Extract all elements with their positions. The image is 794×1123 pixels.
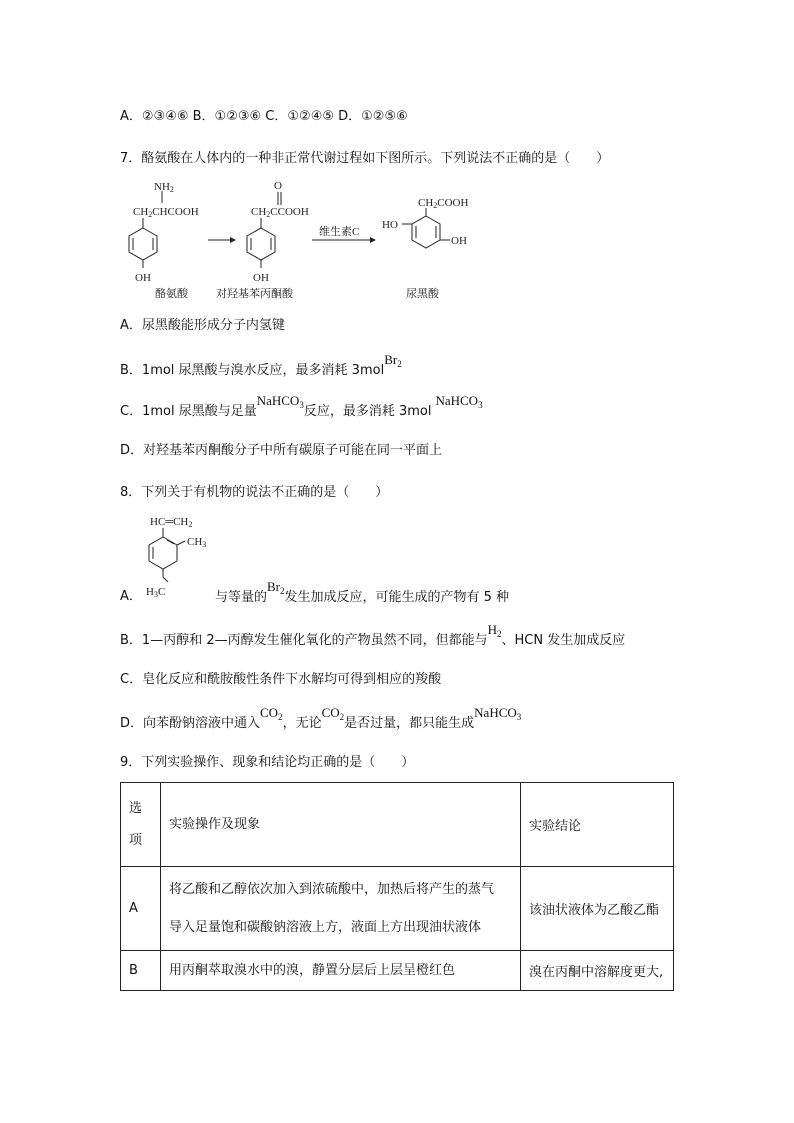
m1-nh2: NH2: [154, 181, 174, 194]
q8-bottom-methyl: H3C: [146, 586, 166, 599]
q8-structure: [140, 513, 220, 603]
header-option: 选 项: [121, 783, 161, 867]
header-operation: 实验操作及现象: [161, 783, 521, 867]
m2-name: 对羟基苯丙酮酸: [216, 288, 293, 300]
table-row: [121, 867, 674, 951]
q9-stem: 9．下列实验操作、现象和结论均正确的是（ ）: [120, 755, 415, 770]
table-row: [121, 951, 674, 991]
q8-option-a-label: A．: [120, 589, 142, 604]
m1-oh: OH: [135, 272, 151, 284]
row-conclusion: 该油状液体为乙酸乙酯: [521, 867, 674, 951]
q7-option-b: [120, 352, 402, 382]
q7-reaction-scheme: [120, 178, 500, 303]
header-conclusion: 实验结论: [521, 783, 674, 867]
q8-option-c: C．皂化反应和酰胺酸性条件下水解均可得到相应的羧酸: [120, 672, 442, 687]
q7-option-c: [120, 393, 483, 423]
formula-h2: $H_2$: [487, 622, 502, 639]
q8-a-text: 与等量的: [215, 590, 268, 605]
row-option: B: [121, 951, 161, 991]
arrow-head-1: [230, 237, 236, 243]
formula-co2: $CO_2$: [321, 705, 345, 722]
formula-br2: $Br_2$: [384, 352, 402, 369]
q7-stem: 7．酪氨酸在人体内的一种非正常代谢过程如下图所示。下列说法不正确的是（ ）: [120, 151, 610, 166]
q8-d-text: D．向苯酚钠溶液中通入: [120, 716, 261, 731]
q8-methyl: CH3: [187, 536, 207, 549]
m3-ho: HO: [382, 219, 398, 231]
formula-nahco3: NaHCO$_3$: [474, 705, 522, 722]
arrow-head-2: [370, 237, 376, 243]
reagent-label: 维生素C: [319, 226, 360, 238]
m3-oh: OH: [451, 235, 467, 247]
formula-nahco3: NaHCO$_3$: [256, 393, 304, 410]
q7-c-text-2: 反应，最多消耗 3mol: [303, 404, 432, 419]
m1-name: 酪氨酸: [155, 288, 188, 300]
formula-nahco3: NaHCO$_3$: [435, 393, 483, 410]
q6-options: A．②③④⑥ B．①②③⑥ C．①②④⑤ D．①②⑤⑥: [120, 109, 408, 124]
table-header-row: [121, 783, 674, 867]
q8-d-text-3: 是否过量，都只能生成: [344, 716, 475, 731]
q7-b-text: B．1mol 尿黑酸与溴水反应，最多消耗 3mol: [120, 363, 385, 378]
q7-option-d: D．对羟基苯丙酮酸分子中所有碳原子可能在同一平面上: [120, 443, 443, 458]
m2-oh: OH: [253, 272, 269, 284]
q8-option-a: [215, 579, 510, 609]
q8-b-text: B．1—丙醇和 2—丙醇发生催化氧化的产物虽然不同，但都能与: [120, 633, 488, 648]
m3-side-chain: CH2COOH: [418, 197, 469, 210]
q8-option-b: [120, 622, 626, 652]
formula-br2: $Br_2$: [267, 579, 285, 596]
row-option: A: [121, 867, 161, 951]
q8-b-text-2: 、HCN 发生加成反应: [501, 633, 626, 648]
m2-o: O: [274, 180, 282, 192]
q8-stem: 8．下列关于有机物的说法不正确的是（ ）: [120, 485, 389, 500]
m3-name: 尿黑酸: [406, 288, 439, 300]
m1-side-chain: CH2CHCOOH: [133, 206, 199, 219]
formula-co2: $CO_2$: [260, 705, 283, 722]
row-operation: 将乙酸和乙醇依次加入到浓硫酸中，加热后将产生的蒸气 导入足量饱和碳酸钠溶液上方，液面上方出现油状液体: [161, 867, 521, 951]
m2-side-chain: CH2CCOOH: [251, 206, 309, 219]
q7-option-a: A．尿黑酸能形成分子内氢键: [120, 318, 285, 333]
experiment-table: [120, 782, 674, 991]
q7-c-text: C．1mol 尿黑酸与足量: [120, 404, 257, 419]
q8-a-text-2: 发生加成反应，可能生成的产物有 5 种: [284, 590, 510, 605]
q8-d-text-2: ，无论: [282, 716, 322, 731]
q8-option-d: [120, 705, 522, 735]
row-operation: 用丙酮萃取溴水中的溴，静置分层后上层呈橙红色: [161, 951, 521, 991]
q8-top-group: HC═CH2: [150, 516, 193, 529]
row-conclusion: 溴在丙酮中溶解度更大,: [521, 951, 674, 991]
